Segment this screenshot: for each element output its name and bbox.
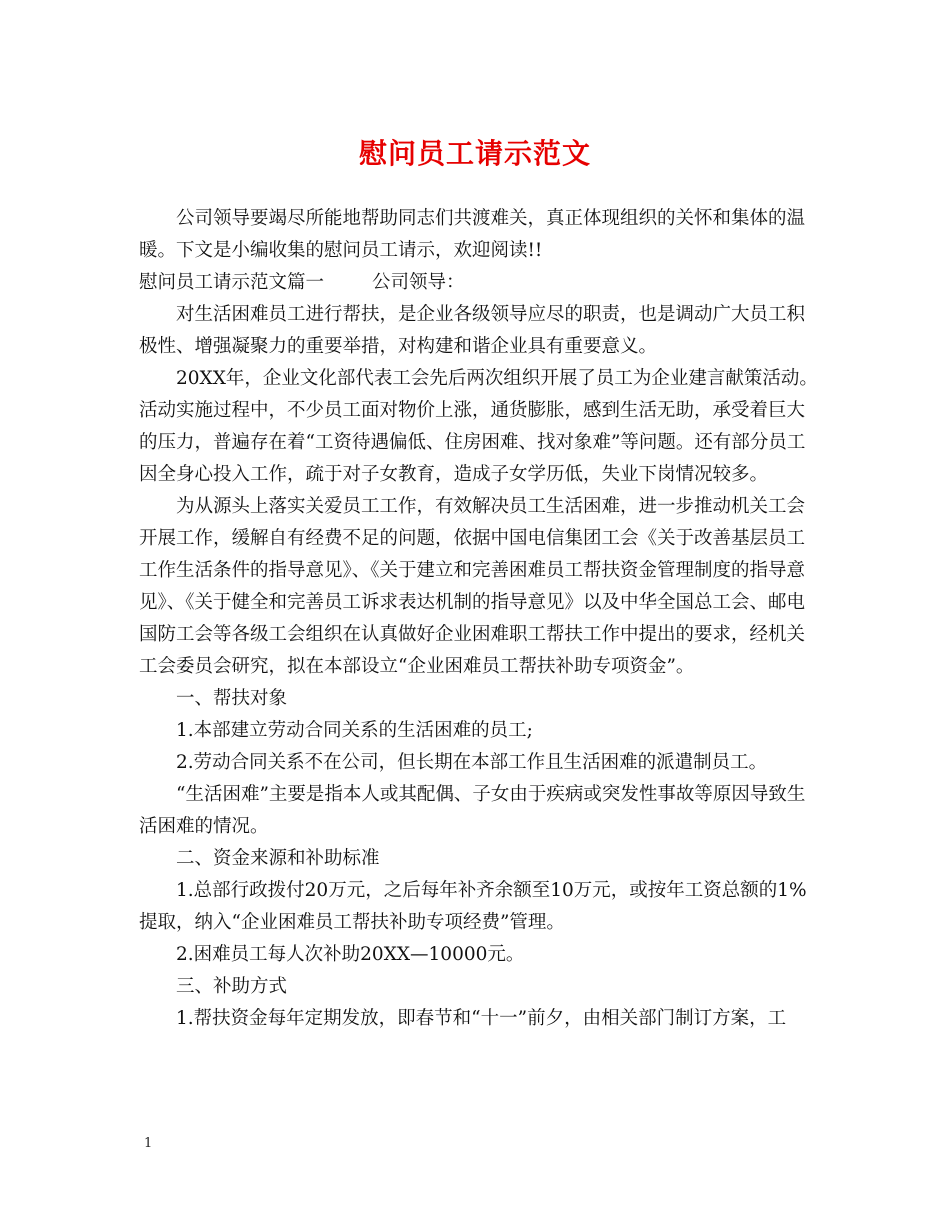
list-item: 1.本部建立劳动合同关系的生活困难的员工; <box>176 720 533 741</box>
paragraph: 公司领导要竭尽所能地帮助同志们共渡难关，真正体现组织的关怀和集体的温暖。下文是小编收集的慰问员工请示，欢迎阅读!! <box>139 208 806 261</box>
paragraph: 对生活困难员工进行帮扶，是企业各级领导应尽的职责，也是调动广大员工积极性、增强凝聚力的重要举措，对构建和谐企业具有重要意义。 <box>139 304 806 357</box>
list-item: 2.困难员工每人次补助20XX—10000元。 <box>176 944 525 965</box>
page-number: 1 <box>144 1136 153 1151</box>
list-item: 1.帮扶资金每年定期发放，即春节和“十一”前夕，由相关部门制订方案，工 <box>176 1008 787 1029</box>
document-body <box>139 203 819 1035</box>
paragraph: “生活困难”主要是指本人或其配偶、子女由于疾病或突发性事故等原因导致生活困难的情况。 <box>139 784 806 837</box>
section-heading-line <box>139 267 819 299</box>
subheading: 一、帮扶对象 <box>176 688 288 709</box>
document-title: 慰问员工请示范文 <box>358 137 591 170</box>
section-heading: 慰问员工请示范文篇一 <box>139 272 325 293</box>
subheading: 二、资金来源和补助标准 <box>176 848 380 869</box>
list-item: 2.劳动合同关系不在公司，但长期在本部工作且生活困难的派遣制员工。 <box>176 752 768 773</box>
salutation: 公司领导： <box>372 272 465 293</box>
paragraph: 为从源头上落实关爱员工工作，有效解决员工生活困难，进一步推动机关工会开展工作，缓解自有经费不足的问题，依据中国电信集团工会《关于改善基层员工工作生活条件的指导意见》、《关于建立和完善困难员工帮扶资金管理制度的指导意见》、《关于健全和完善员工诉求表达机制的指导意见》以及中华全国总工会、邮电国防工会等各级工会组织在认真做好企业困难职工帮扶工作中提出的要求，经机关工会委员会研究，拟在本部设立“企业困难员工帮扶补助专项资金”。 <box>139 496 806 677</box>
paragraph: 20XX年，企业文化部代表工会先后两次组织开展了员工为企业建言献策活动。活动实施过程中，不少员工面对物价上涨，通货膨胀，感到生活无助，承受着巨大的压力，普遍存在着“工资待遇偏低、住房困难、找对象难”等问题。还有部分员工因全身心投入工作，疏于对子女教育，造成子女学历低，失业下岗情况较多。 <box>139 368 818 485</box>
subheading: 三、补助方式 <box>176 976 288 997</box>
list-item: 1.总部行政拨付20万元，之后每年补齐余额至10万元，或按年工资总额的1%提取，纳入“企业困难员工帮扶补助专项经费”管理。 <box>139 880 807 933</box>
